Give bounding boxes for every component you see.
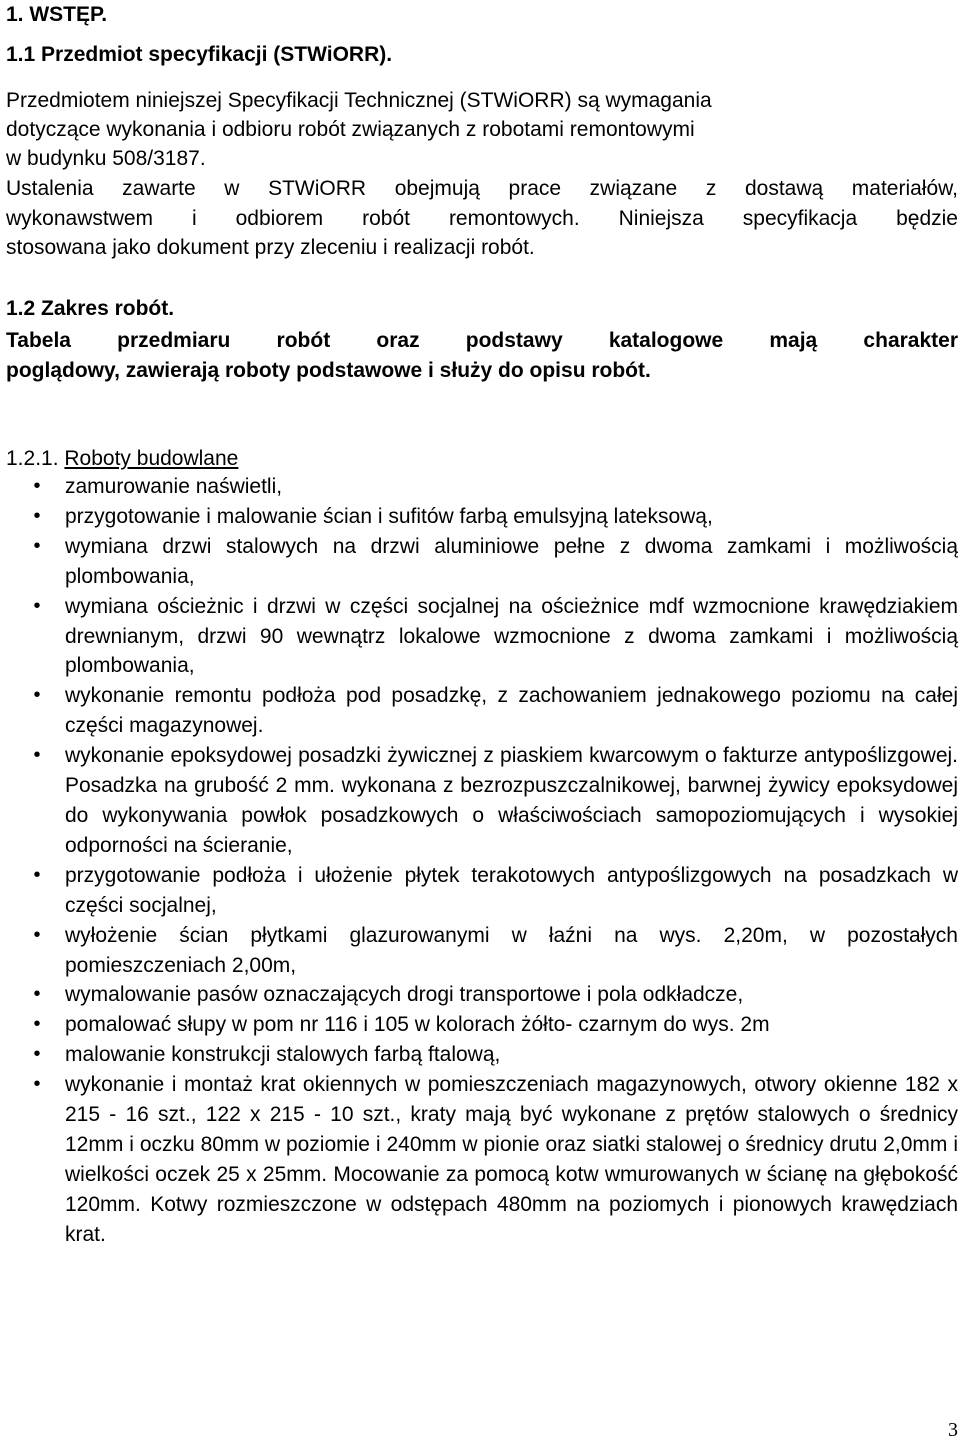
section-heading: 1. WSTĘP. (6, 3, 108, 26)
bullet-icon: • (33, 504, 41, 527)
works-bullet-list (0, 472, 960, 1250)
list-item (0, 980, 960, 1010)
list-item (0, 1070, 960, 1249)
bullet-icon: • (33, 923, 41, 946)
list-item (0, 1040, 960, 1070)
list-item-text: przygotowanie i malowanie ścian i sufitów farbą emulsyjną lateksową, (65, 504, 713, 528)
intro-line-6: stosowana jako dokument przy zleceniu i realizacji robót. (6, 236, 535, 259)
list-item-text: wyłożenie ścian płytkami glazurowanymi w łaźni na wys. 2,20m, w pozostałych pomieszczeniach 2,00m, (65, 923, 958, 977)
list-item (0, 681, 960, 741)
list-item-text: wykonanie remontu podłoża pod posadzkę, z zachowaniem jednakowego poziomu na całej części magazynowej. (65, 684, 958, 738)
intro-line-4: Ustalenia zawarte w STWiORR obejmują prace związane z dostawą materiałów, (6, 177, 958, 200)
list-item-text: zamurowanie naświetli, (65, 475, 283, 498)
list-item (0, 861, 960, 921)
bullet-icon: • (33, 863, 41, 886)
scope-line-2: poglądowy, zawierają roboty podstawowe i służy do opisu robót. (6, 359, 651, 382)
scope-line-1: Tabela przedmiaru robót oraz podstawy katalogowe mają charakter (6, 329, 958, 352)
list-item-text: wymalowanie pasów oznaczających drogi transportowe i pola odkładcze, (65, 983, 744, 1007)
list-item (0, 532, 960, 592)
bullet-icon: • (33, 1073, 41, 1096)
bullet-icon: • (33, 594, 41, 617)
list-item-text: wykonanie epoksydowej posadzki żywicznej z piaskiem kwarcowym o fakturze antypoślizgowej. Posadzka na grubość 2 mm. wykonana z bezrozpuszczalnikowej, barwnej żywicy epoksydowej do wykonywania powłok posadzkowych o właściwościach samopoziomujących i wysokiej odporności na ścieranie, (65, 744, 958, 857)
subsection-number: 1.2.1. (6, 447, 59, 470)
list-item-text: pomalować słupy w pom nr 116 i 105 w kolorach żółto- czarnym do wys. 2m (65, 1013, 770, 1037)
intro-line-5: wykonawstwem i odbiorem robót remontowych. Niniejsza specyfikacja będzie (6, 207, 958, 230)
list-item-text: malowanie konstrukcji stalowych farbą ftalową, (65, 1043, 501, 1067)
bullet-icon: • (33, 534, 41, 557)
subsection-heading-1-2: 1.2 Zakres robót. (6, 297, 175, 320)
subsection-heading-1-1: 1.1 Przedmiot specyfikacji (STWiORR). (6, 43, 393, 66)
bullet-icon: • (33, 744, 41, 767)
list-item (0, 1010, 960, 1040)
bullet-icon: • (33, 1013, 41, 1036)
page-number: 3 (948, 1419, 958, 1441)
subsection-title: Roboty budowlane (64, 447, 239, 470)
bullet-icon: • (33, 475, 41, 497)
list-item-text: wymiana drzwi stalowych na drzwi aluminiowe pełne z dwoma zamkami i możliwością plombowania, (65, 534, 958, 588)
bullet-icon: • (33, 983, 41, 1006)
list-item (0, 741, 960, 861)
list-item-text: wykonanie i montaż krat okiennych w pomieszczeniach magazynowych, otwory okienne 182 x 215 - 16 szt., 122 x 215 - 10 szt., kraty mają być wykonane z prętów stalowych o średnicy 12mm i oczku 80mm w poziomie i 240mm w pionie oraz siatki stalowej o średnicy drutu 2,0mm i wielkości oczek 25 x 25mm. Mocowanie za pomocą kotw wmurowanych w ścianę na głębokość 120mm. Kotwy rozmieszczone w odstępach 480mm na poziomych i pionowych krawędziach krat. (65, 1073, 958, 1246)
intro-line-2: dotyczące wykonania i odbioru robót związanych z robotami remontowymi (6, 118, 695, 141)
list-item (0, 921, 960, 981)
list-item (0, 502, 960, 532)
list-item-text: przygotowanie podłoża i ułożenie płytek terakotowych antypoślizgowych na posadzkach w części socjalnej, (65, 863, 958, 917)
list-item (0, 472, 960, 502)
intro-line-3: w budynku 508/3187. (6, 147, 206, 170)
bullet-icon: • (33, 1043, 41, 1066)
intro-line-1: Przedmiotem niniejszej Specyfikacji Technicznej (STWiORR) są wymagania (6, 89, 712, 112)
subsection-heading-1-2-1 (6, 444, 958, 474)
list-item-text: wymiana ościeżnic i drzwi w części socjalnej na ościeżnice mdf wzmocnione krawędziakiem drewnianym, drzwi 90 wewnątrz lokalowe wzmocnione z dwoma zamkami i możliwością plombowania, (65, 594, 958, 678)
bullet-icon: • (33, 684, 41, 707)
list-item (0, 592, 960, 682)
